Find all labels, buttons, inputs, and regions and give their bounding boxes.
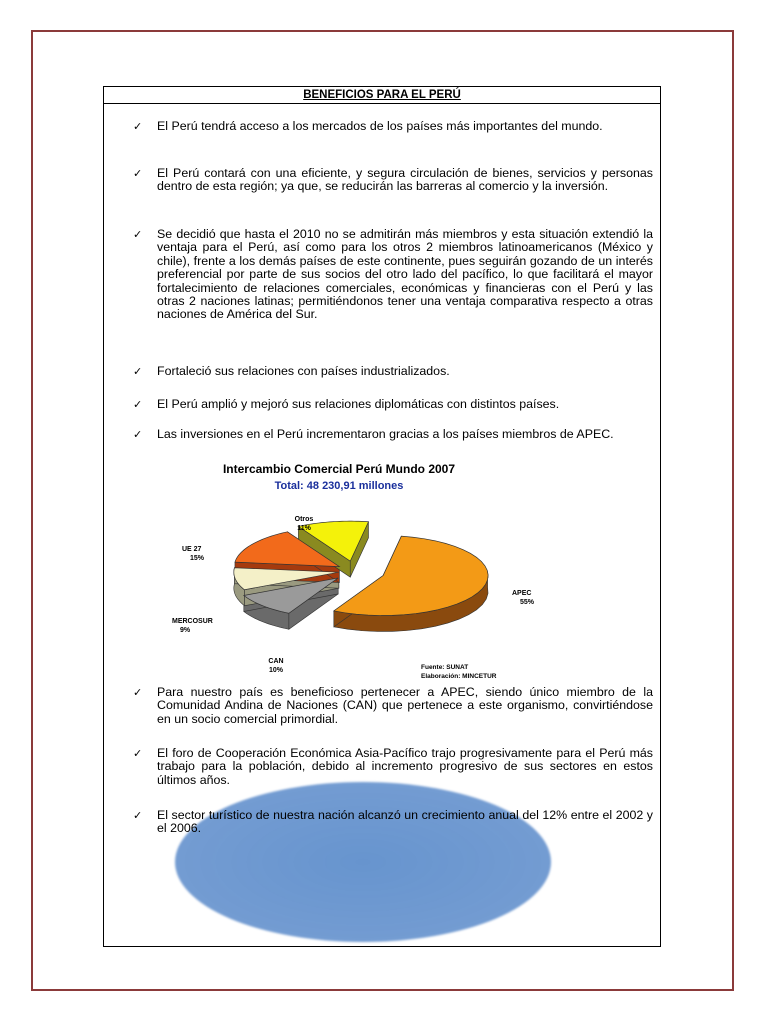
bullet-item: [133, 428, 653, 441]
bullet-text: El Perú tendrá acceso a los mercados de los países más importantes del mundo.: [157, 119, 603, 133]
check-icon: ✓: [133, 120, 143, 133]
bullet-item: [133, 809, 653, 836]
bullet-text: El foro de Cooperación Económica Asia-Pacífico trajo progresivamente para el Perú más trabajo para la población, debido al incremento progresivo de sus sectores en estos últimos años.: [157, 746, 653, 787]
check-icon: ✓: [133, 228, 143, 241]
bullet-item: [133, 120, 653, 133]
slice-category-label: UE 27: [182, 546, 202, 553]
check-icon: ✓: [133, 428, 143, 441]
chart-subtitle: Total: 48 230,91 millones: [274, 480, 404, 492]
slice-category-label: CAN: [268, 658, 284, 665]
bullet-text: El sector turístico de nuestra nación alcanzó un crecimiento anual del 12% entre el 2002 y el 2006.: [157, 808, 653, 836]
slice-value-label: 9%: [180, 627, 191, 634]
check-icon: ✓: [133, 809, 143, 822]
bullet-item: [133, 365, 653, 378]
source-line: Fuente: SUNAT: [421, 664, 469, 671]
bullet-item: [133, 228, 653, 322]
bullet-text: Se decidió que hasta el 2010 no se admitirán más miembros y esta situación extendió la ventaja para el Perú, así como para los otros 2 miembros latinoamericanos (México y chile), frente a los demás países de este continente, pues seguirán gozando de un interés preferencial por parte de sus socios del otro lado del pacífico, lo que facilitará el mayor fortalecimiento de relaciones comerciales, económicas y financieras con el Perú y las otras 2 naciones latinas; permitiéndonos tener una ventaja comparativa respecto a otras naciones de América del Sur.: [157, 227, 653, 322]
bullet-item: [133, 686, 653, 726]
bullet-text: Las inversiones en el Perú incrementaron gracias a los países miembros de APEC.: [157, 427, 614, 441]
slice-category-label: MERCOSUR: [172, 618, 213, 625]
pie-chart: [164, 459, 584, 689]
slice-value-label: 15%: [190, 555, 205, 562]
slice-category-label: Otros: [294, 516, 314, 523]
bullet-item: [133, 398, 653, 411]
slice-category-label: APEC: [512, 590, 532, 597]
bullet-text: Fortaleció sus relaciones con países industrializados.: [157, 364, 450, 378]
slice-value-label: 10%: [268, 667, 284, 674]
chart-title: Intercambio Comercial Perú Mundo 2007: [222, 462, 456, 476]
bullet-item: [133, 167, 653, 194]
check-icon: ✓: [133, 398, 143, 411]
bullet-text: El Perú amplió y mejoró sus relaciones diplomáticas con distintos países.: [157, 397, 560, 411]
check-icon: ✓: [133, 167, 143, 180]
page-title: BENEFICIOS PARA EL PERÚ: [104, 87, 660, 104]
slice-value-label: 11%: [297, 525, 311, 532]
bullet-text: El Perú contará con una eficiente, y segura circulación de bienes, servicios y personas dentro de esta región; ya que, se reducirán las barreras al comercio y la inversión.: [157, 166, 653, 194]
slice-value-label: 55%: [520, 599, 535, 606]
bullet-item: [133, 747, 653, 787]
check-icon: ✓: [133, 747, 143, 760]
check-icon: ✓: [133, 365, 143, 378]
content-box: [103, 86, 661, 947]
source-line: Elaboración: MINCETUR: [421, 673, 497, 680]
bullet-text: Para nuestro país es beneficioso pertenecer a APEC, siendo único miembro de la Comunidad Andina de Naciones (CAN) que pertenece a este organismo, convirtiéndose en un socio comercial primordial.: [157, 685, 653, 726]
check-icon: ✓: [133, 686, 143, 699]
